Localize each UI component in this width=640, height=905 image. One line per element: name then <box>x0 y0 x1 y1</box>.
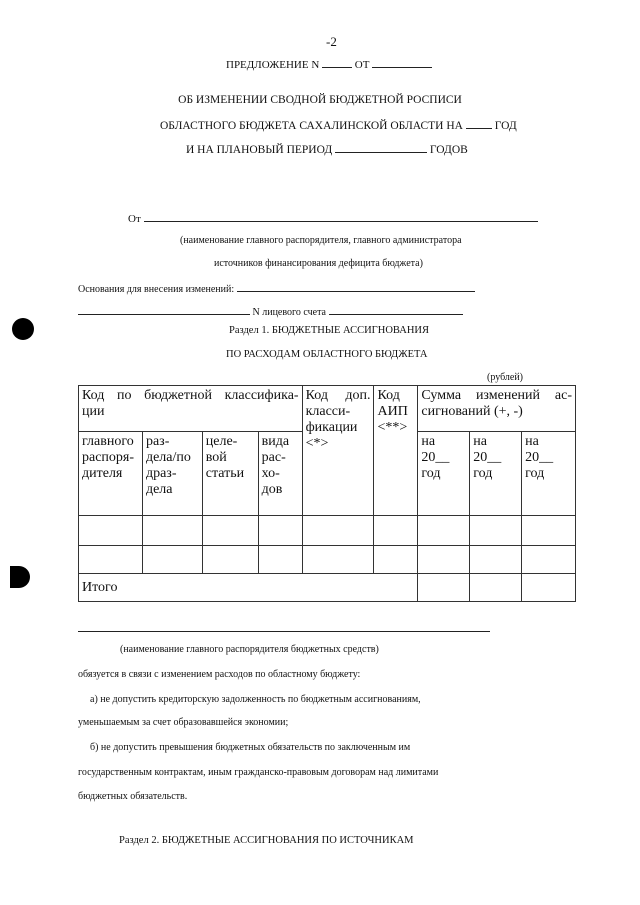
account-blank <box>329 304 463 315</box>
manager-name-note: (наименование главного распорядителя бюджетных средств) <box>120 644 379 655</box>
table-total-row <box>79 574 576 602</box>
from-line <box>128 211 538 225</box>
proposal-number-blank <box>322 57 352 68</box>
total-label: Итого <box>79 574 418 602</box>
account-line <box>78 304 463 318</box>
basis-line <box>78 281 475 295</box>
proposal-line <box>226 57 432 71</box>
punch-hole-top <box>12 318 34 340</box>
table-row <box>79 516 576 546</box>
subheader-year-1: на 20__ год <box>418 432 470 516</box>
from-note-2: источников финансирования дефицита бюджета) <box>214 258 423 269</box>
header-budget-code: Код по бюджетной классифика- ции <box>79 386 303 432</box>
commitment-item-b-end: бюджетных обязательств. <box>78 791 188 802</box>
page-number: -2 <box>326 34 337 49</box>
proposal-label: ПРЕДЛОЖЕНИЕ N <box>226 59 320 71</box>
subheader-expense-type: вида рас- хо- дов <box>258 432 302 516</box>
section1-title-2: ПО РАСХОДАМ ОБЛАСТНОГО БЮДЖЕТА <box>226 349 428 360</box>
punch-hole-bottom <box>10 566 30 588</box>
section1-title-1: Раздел 1. БЮДЖЕТНЫЕ АССИГНОВАНИЯ <box>229 325 430 336</box>
title-line-3: И НА ПЛАНОВЫЙ ПЕРИОД ГОДОВ <box>186 144 468 156</box>
account-pre-blank <box>78 304 250 315</box>
header-aip-code: Код АИП <**> <box>374 386 418 516</box>
from-blank <box>144 211 538 222</box>
from-note-1: (наименование главного распорядителя, главного администратора <box>180 235 462 246</box>
section2-title: Раздел 2. БЮДЖЕТНЫЕ АССИГНОВАНИЯ ПО ИСТОЧНИКАМ <box>119 835 414 846</box>
title-line-2: ОБЛАСТНОГО БЮДЖЕТА САХАЛИНСКОЙ ОБЛАСТИ НА ГОД <box>160 120 517 132</box>
subheader-year-2: на 20__ год <box>470 432 522 516</box>
budget-table <box>78 385 576 602</box>
commitment-item-a-cont: уменьшаемым за счет образовавшейся экономии; <box>78 717 289 728</box>
commitment-item-b-cont: государственным контрактам, иным гражданско-правовым договорам над лимитами <box>78 767 439 778</box>
manager-name-blank <box>78 625 490 632</box>
basis-label: Основания для внесения изменений: <box>78 284 235 295</box>
commitment-text: обязуется в связи с изменением расходов по областному бюджету: <box>78 669 361 680</box>
commitment-item-a: а) не допустить кредиторскую задолженность по бюджетным ассигнованиям, <box>90 694 421 705</box>
year-blank <box>466 118 492 129</box>
title-line-1: ОБ ИЗМЕНЕНИИ СВОДНОЙ БЮДЖЕТНОЙ РОСПИСИ <box>178 94 462 106</box>
subheader-target-item: целе- вой статьи <box>202 432 258 516</box>
subheader-main-manager: главного распоря- дителя <box>79 432 143 516</box>
subheader-year-3: на 20__ год <box>522 432 576 516</box>
proposal-from-label: ОТ <box>354 59 370 71</box>
subheader-section: раз- дела/по драз- дела <box>142 432 202 516</box>
commitment-item-b: б) не допустить превышения бюджетных обязательств по заключенным им <box>90 742 411 753</box>
units-label: (рублей) <box>487 372 524 383</box>
proposal-date-blank <box>372 57 432 68</box>
from-label: От <box>128 213 141 225</box>
account-label: N лицевого счета <box>252 307 326 318</box>
table-row <box>79 546 576 574</box>
basis-blank <box>237 281 475 292</box>
header-sum-changes: Сумма изменений ас- сигнований (+, -) <box>418 386 576 432</box>
header-extra-code: Код доп. класси- фикации <*> <box>302 386 374 516</box>
period-blank <box>335 142 427 153</box>
